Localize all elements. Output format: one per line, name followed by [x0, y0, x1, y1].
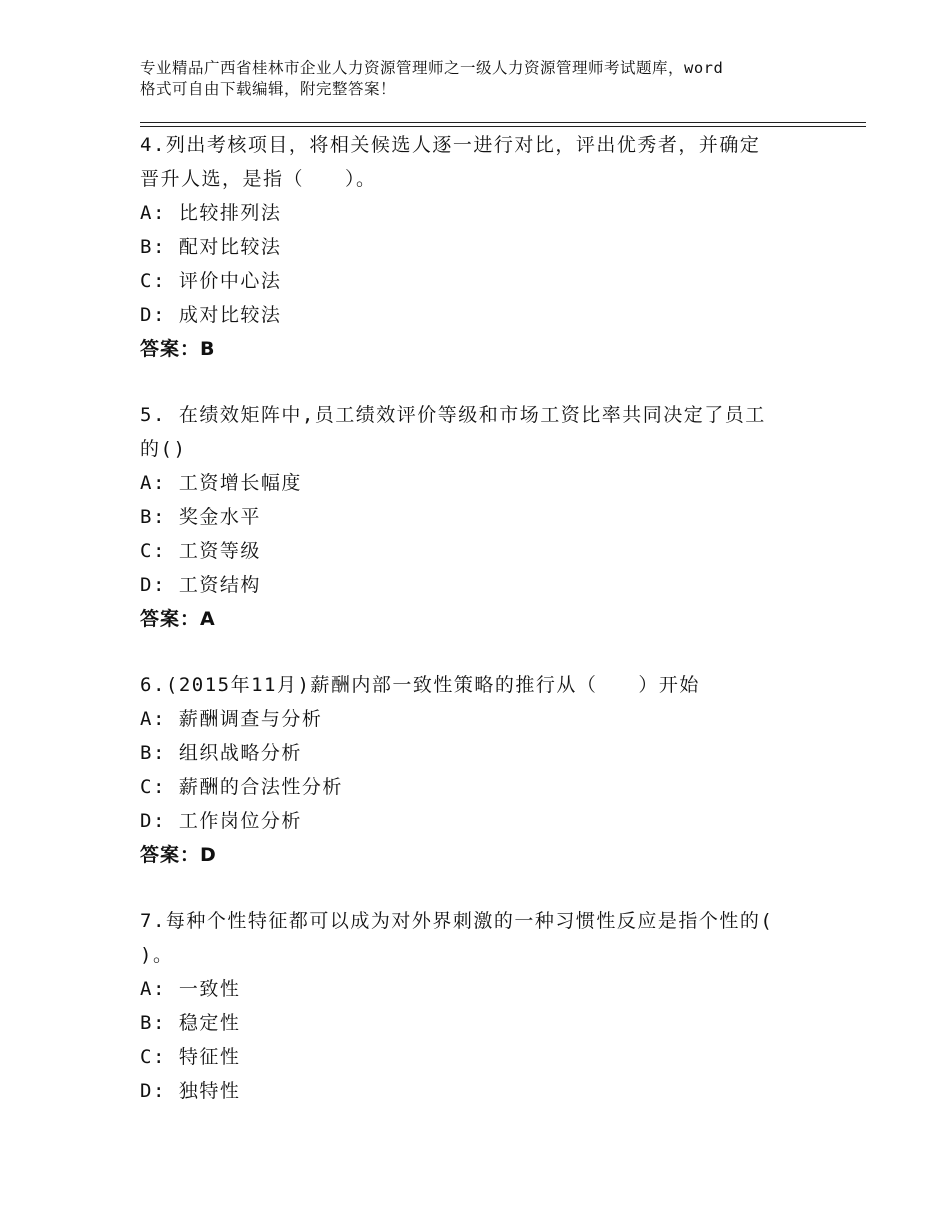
answer-line: 答案：D: [140, 844, 217, 866]
question-5: [140, 398, 840, 636]
option-b: B: 稳定性: [140, 1012, 241, 1034]
option-b: B: 配对比较法: [140, 236, 282, 258]
question-7: [140, 904, 840, 1108]
answer-line: 答案：B: [140, 338, 216, 360]
header-line-1: 专业精品广西省桂林市企业人力资源管理师之一级人力资源管理师考试题库，word: [140, 59, 724, 77]
option-c: C: 工资等级: [140, 540, 261, 562]
option-b: B: 组织战略分析: [140, 742, 302, 764]
question-stem: 的(): [140, 438, 187, 460]
question-stem: 7.每种个性特征都可以成为对外界刺激的一种习惯性反应是指个性的(: [140, 910, 774, 932]
option-b: B: 奖金水平: [140, 506, 261, 528]
option-d: D: 工资结构: [140, 574, 261, 596]
option-c: C: 薪酬的合法性分析: [140, 776, 343, 798]
option-a: A: 工资增长幅度: [140, 472, 302, 494]
option-d: D: 工作岗位分析: [140, 810, 302, 832]
header-divider-top: [140, 122, 866, 123]
question-stem: 5. 在绩效矩阵中,员工绩效评价等级和市场工资比率共同决定了员工: [140, 404, 766, 426]
option-c: C: 评价中心法: [140, 270, 282, 292]
option-c: C: 特征性: [140, 1046, 241, 1068]
option-a: A: 比较排列法: [140, 202, 282, 224]
option-a: A: 一致性: [140, 978, 241, 1000]
header-line-2: 格式可自由下载编辑，附完整答案！: [140, 80, 397, 98]
question-6: [140, 668, 840, 872]
option-a: A: 薪酬调查与分析: [140, 708, 323, 730]
question-stem: 晋升人选，是指（ ）。: [140, 168, 377, 190]
question-4: [140, 128, 840, 366]
question-stem: 6.(2015年11月)薪酬内部一致性策略的推行从（ ）开始: [140, 674, 700, 696]
question-stem: )。: [140, 944, 174, 966]
option-d: D: 成对比较法: [140, 304, 282, 326]
document-header: [140, 58, 830, 100]
question-list: [140, 128, 840, 1140]
option-d: D: 独特性: [140, 1080, 241, 1102]
answer-line: 答案：A: [140, 608, 216, 630]
header-divider-bottom: [140, 126, 866, 127]
question-stem: 4.列出考核项目，将相关候选人逐一进行对比，评出优秀者，并确定: [140, 134, 761, 156]
